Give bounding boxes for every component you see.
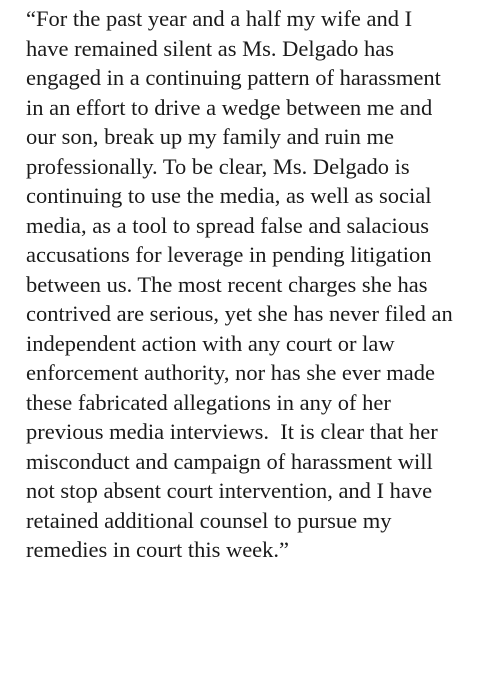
statement-line: contrived are serious, yet she has never filed an: [26, 301, 453, 326]
statement-line: continuing to use the media, as well as social: [26, 183, 432, 208]
statement-line: previous media interviews. It is clear that her: [26, 419, 438, 444]
statement-line: professionally. To be clear, Ms. Delgado is: [26, 153, 410, 179]
statement-line: independent action with any court or law: [26, 330, 395, 356]
statement-line: “For the past year and a half my wife and I: [26, 6, 413, 31]
statement-line: engaged in a continuing pattern of harassment: [26, 65, 441, 90]
statement-paragraph: [26, 4, 497, 565]
statement-line: these fabricated allegations in any of her: [26, 389, 391, 415]
statement-line: our son, break up my family and ruin me: [26, 124, 395, 149]
statement-line: media, as a tool to spread false and salacious: [26, 212, 429, 238]
statement-line: enforcement authority, nor has she ever made: [26, 360, 435, 385]
statement-line: not stop absent court intervention, and I have: [26, 478, 433, 503]
statement-line: have remained silent as Ms. Delgado has: [26, 35, 395, 61]
statement-line: retained additional counsel to pursue my: [26, 507, 392, 533]
statement-line: accusations for leverage in pending litigation: [26, 242, 432, 267]
statement-line: between us. The most recent charges she has: [26, 271, 428, 297]
statement-line: remedies in court this week.”: [26, 537, 290, 562]
statement-line: in an effort to drive a wedge between me and: [26, 94, 433, 120]
statement-line: misconduct and campaign of harassment will: [26, 448, 433, 474]
